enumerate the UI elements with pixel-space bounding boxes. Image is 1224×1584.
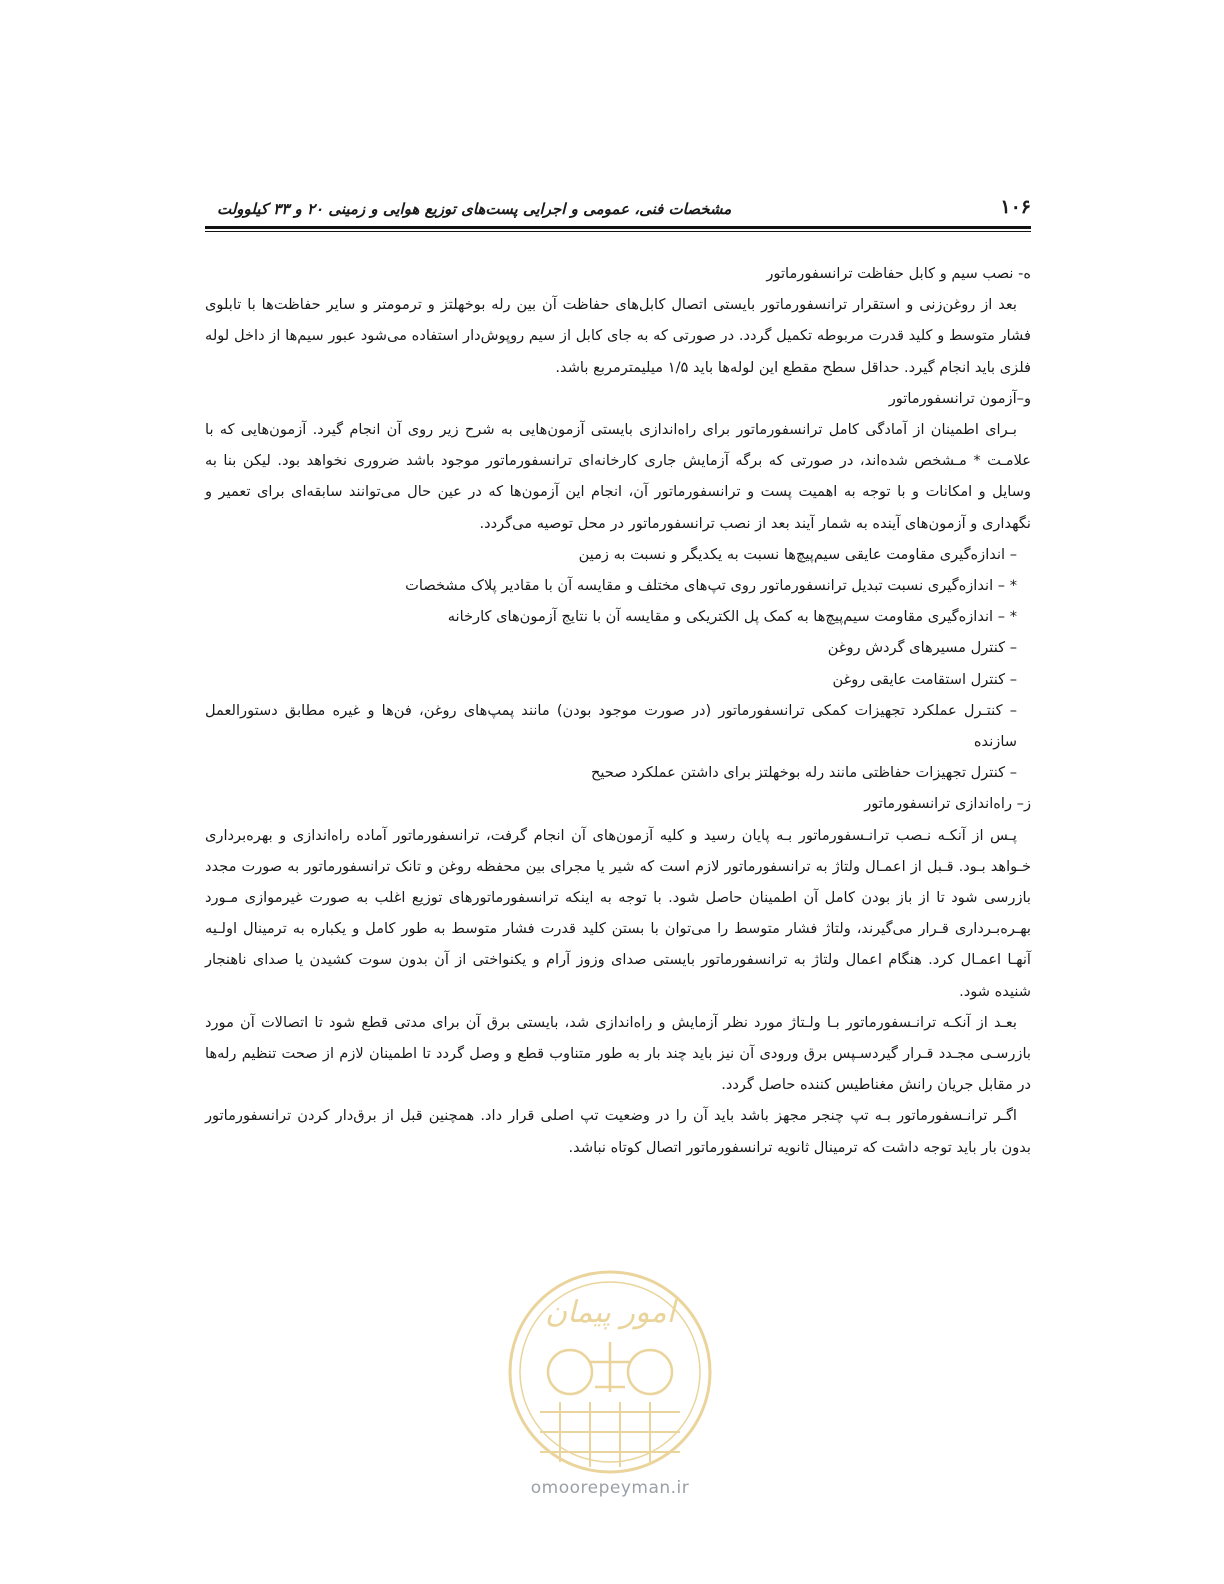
paragraph: بـرای اطمینان از آمادگی کامل ترانسفورماتور برای راه‌اندازی بایستی آزمون‌هایی به شرح زیر روی آن انجام گیرد. آزمون‌هایی که با علامـت * مـشخص شده‌اند، در صورتی که برگه آزمایش جاری کارخانه‌ای ترانسفورماتور موجود باشد ضروری نخواهد بود. لیکن بنا به وسایل و امکانات و با توجه به اهمیت پست و ترانسفورماتور آن، انجام این آزمون‌ها که در عین حال می‌توانند سابقه‌ای برای تعمیر و نگهداری و آزمون‌های آینده به شمار آیند بعد از نصب ترانسفورماتور در محل توصیه می‌گردد. [205, 421, 1031, 532]
paragraph: پـس از آنکـه نـصب ترانـسفورماتور بـه پایان رسید و کلیه آزمون‌های آن انجام گرفت، ترانسفورماتور آماده راه‌اندازی و بهره‌برداری خـواهد بـود. قـبل از اعمـال ولتاژ به ترانسفورماتور لازم است که شیر یا مجرای بین محفظه روغن و تانک ترانسفورماتور به صورت مجدد بازرسی شود تا از باز بودن کامل آن اطمینان حاصل شود. با توجه به اینکه ترانسفورماتورهای توزیع اغلب به صورت غیرموازی مـورد بهـره‌بـرداری قـرار می‌گیرند، ولتاژ فشار متوسط را می‌توان با بستن کلید قدرت فشار متوسط به طور کامل و یکباره به ترمینال اولـیه آنهـا اعمـال کرد. هنگام اعمال ولتاژ به ترانسفورماتور بایستی صدای وزوز آرام و یکنواختی از آن بدون سوت کشیدن یا صدای ناهنجار شنیده شود. [205, 826, 1031, 1000]
watermark-site: omoorepeyman.ir [530, 1478, 690, 1498]
list-item: – کنترل مسیرهای گردش روغن [827, 639, 1017, 657]
paragraph: اگـر ترانـسفورماتور بـه تپ چنجر مجهز باشد باید آن را در وضعیت تپ اصلی قرار داد. همچنین قبل از برق‌دار کردن ترانسفورماتور بدون بار باید توجه داشت که ترمینال ثانویه ترانسفورماتور اتصال کوتاه نباشد. [205, 1107, 1031, 1156]
list-item: – اندازه‌گیری مقاومت عایقی سیم‌پیچ‌ها نسبت به یکدیگر و نسبت به زمین [578, 545, 1017, 563]
list-item: * – اندازه‌گیری مقاومت سیم‌پیچ‌ها به کمک پل الکتریکی و مقایسه آن با نتایج آزمون‌های کارخانه [447, 608, 1017, 626]
document-body [205, 258, 1031, 1163]
section-heading: ز– راه‌اندازی ترانسفورماتور [864, 795, 1031, 813]
watermark-logo-icon [500, 1262, 720, 1482]
header-rule-thick [205, 226, 1031, 229]
paragraph: بعد از روغن‌زنی و استقرار ترانسفورماتور بایستی اتصال کابل‌های حفاظت آن بین رله بوخهلتز و ترمومتر و سایر حفاظت‌ها با تابلوی فشار متوسط و کلید قدرت مربوطه تکمیل گردد. در صورتی که به جای کابل از سیم روپوش‌دار استفاده می‌شود عبور سیم‌ها از داخل لوله فلزی باید انجام گیرد. حداقل سطح مقطع این لوله‌ها باید ۱/۵ میلیمترمربع باشد. [205, 296, 1031, 376]
running-title: مشخصات فنی، عمومی و اجرایی پست‌های توزیع هوایی و زمینی ۲۰ و ۳۳ کیلوولت [217, 200, 732, 218]
list-item: – کنترل تجهیزات حفاظتی مانند رله بوخهلتز برای داشتن عملکرد صحیح [590, 764, 1017, 782]
section-heading: ه- نصب سیم و کابل حفاظت ترانسفورماتور [766, 265, 1031, 282]
header-rule-thin [205, 231, 1031, 232]
paragraph: بعـد از آنکـه ترانـسفورماتور بـا ولـتاژ مورد نظر آزمایش و راه‌اندازی شد، بایستی برق آن برای مدتی قطع شود تا اتصالات آن مورد بازرسـی مجـدد قـرار گیردسـپس برق ورودی آن نیز باید چند بار به طور متناوب قطع و وصل گردد تا اطمینان لازم از صحت تنظیم رله‌ها در مقابل جریان رانش مغناطیس کننده حاصل گردد. [205, 1013, 1031, 1094]
page-number: ۱۰۶ [1000, 196, 1031, 218]
watermark-logo-text: امور پیمان [545, 1295, 675, 1330]
list-item: * – اندازه‌گیری نسبت تبدیل ترانسفورماتور روی تپ‌های مختلف و مقایسه آن با مقادیر پلاک مشخصات [405, 577, 1017, 595]
page-header [205, 196, 1031, 226]
list-item: – کنتـرل عملکرد تجهیزات کمکی ترانسفورماتور (در صورت موجود بودن) مانند پمپ‌های روغن، فن‌ها و غیره مطابق دستورالعمل سازنده [205, 701, 1017, 751]
list-item: – کنترل استقامت عایقی روغن [832, 670, 1017, 688]
section-heading: و–آزمون ترانسفورماتور [888, 389, 1031, 407]
